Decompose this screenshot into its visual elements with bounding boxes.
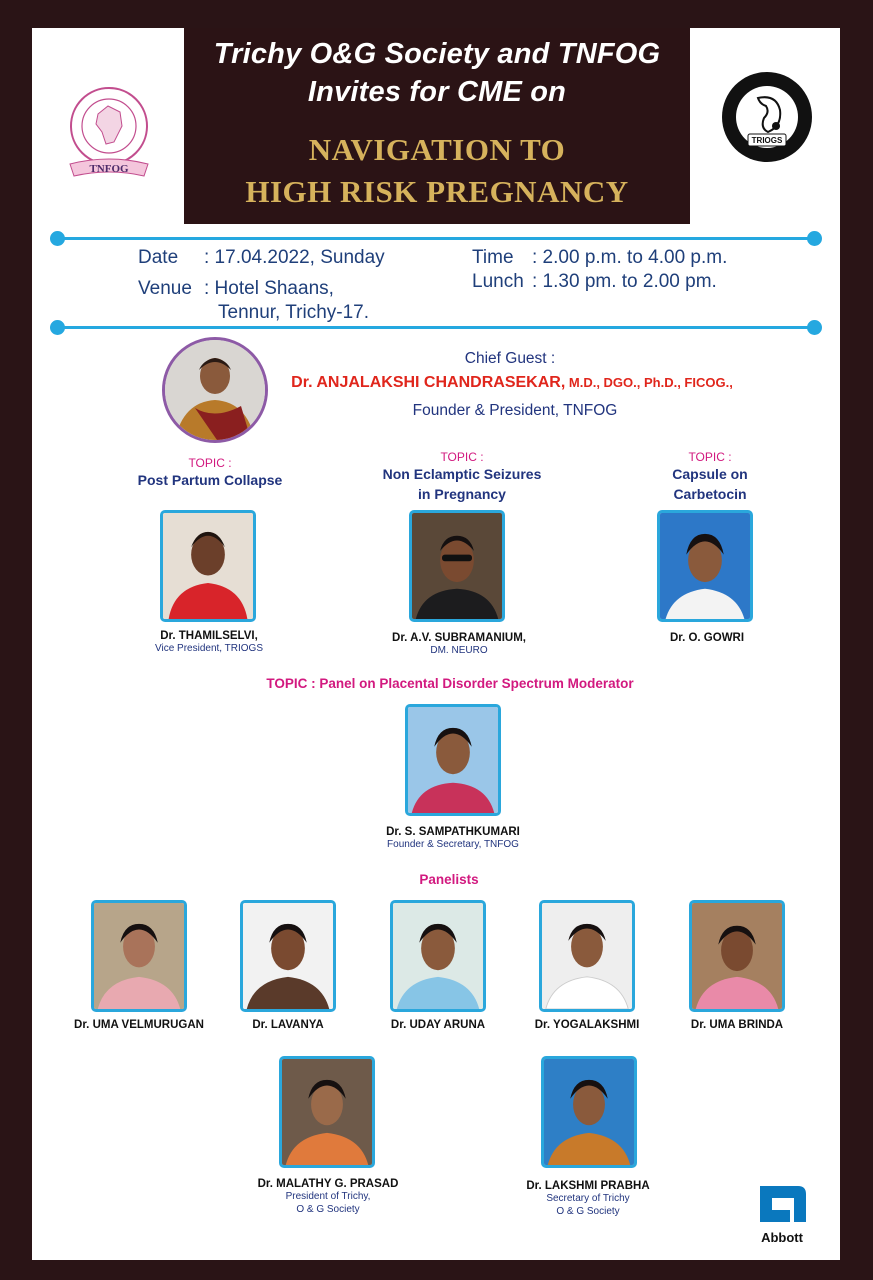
event-title-1: NAVIGATION TO	[308, 132, 566, 167]
speaker-1-caption	[100, 630, 318, 655]
panelist-1-name: Dr. UMA VELMURUGAN	[74, 1019, 204, 1031]
header-line-2: Invites for CME on	[307, 76, 567, 108]
speaker-2-role: DM. NEURO	[430, 645, 488, 656]
speaker-1-topic-label: TOPIC :	[188, 456, 232, 470]
panelist-2-photo	[240, 900, 336, 1012]
moderator-photo	[405, 704, 501, 816]
venue-value-2: Tennur, Trichy-17.	[218, 302, 370, 323]
lunch-label: Lunch	[472, 271, 524, 292]
speaker-1-topic: Post Partum Collapse	[137, 472, 283, 488]
host-1-caption	[230, 1178, 426, 1216]
host-2-role-2: O & G Society	[556, 1206, 620, 1217]
speaker-1-name: Dr. THAMILSELVI,	[160, 630, 258, 642]
chief-guest-degrees: M.D., DGO., Ph.D., FICOG.,	[565, 375, 733, 390]
speaker-3-topic-2: Carbetocin	[673, 486, 747, 502]
panelists-label: Panelists	[419, 872, 479, 887]
panelist-5-name: Dr. UMA BRINDA	[690, 1019, 784, 1031]
speaker-2-topic: Non Eclamptic Seizures	[382, 466, 542, 482]
panelist-3-name: Dr. UDAY ARUNA	[390, 1019, 486, 1031]
tnfog-logo	[66, 84, 152, 184]
panelist-5-photo	[689, 900, 785, 1012]
speaker-3-photo	[657, 510, 753, 622]
panelist-4-name: Dr. YOGALAKSHMI	[534, 1019, 640, 1031]
speaker-1-photo	[160, 510, 256, 622]
moderator-role: Founder & Secretary, TNFOG	[387, 839, 519, 850]
speaker-2-topic-2: in Pregnancy	[418, 486, 506, 502]
header-line-1: Trichy O&G Society and TNFOG	[213, 38, 661, 70]
host-2-photo	[541, 1056, 637, 1168]
speaker-2-name: Dr. A.V. SUBRAMANIUM,	[392, 632, 526, 644]
speaker-1-topic-block	[110, 456, 310, 490]
event-title-2: HIGH RISK PREGNANCY	[245, 174, 629, 209]
speaker-1-role: Vice President, TRIOGS	[154, 643, 263, 654]
host-1-role-2: O & G Society	[296, 1204, 360, 1215]
divider-bottom	[56, 326, 816, 329]
header-banner	[184, 28, 690, 224]
panelist-4-photo	[539, 900, 635, 1012]
abbott-label: Abbott	[761, 1230, 803, 1245]
triogs-logo-text: TRIOGS	[751, 136, 783, 145]
host-2-caption	[490, 1180, 686, 1218]
date-label: Date	[138, 247, 179, 268]
lunch-value: : 1.30 pm. to 2.00 pm.	[532, 271, 717, 292]
panelist-3-photo	[390, 900, 486, 1012]
speaker-3-caption	[598, 632, 816, 644]
moderator-caption	[340, 826, 566, 851]
chief-guest-photo	[162, 337, 268, 443]
host-1-name: Dr. MALATHY G. PRASAD	[257, 1178, 399, 1190]
divider-top	[56, 237, 816, 240]
moderator-name: Dr. S. SAMPATHKUMARI	[386, 826, 520, 838]
panelist-1-photo	[91, 900, 187, 1012]
chief-guest-name-line	[262, 374, 762, 392]
speaker-2-caption	[350, 632, 568, 657]
speaker-2-topic-block	[352, 450, 572, 504]
chief-guest-name: Dr. ANJALAKSHI CHANDRASEKAR,	[291, 374, 566, 391]
speaker-3-topic-block	[620, 450, 800, 504]
host-1-role-1: President of Trichy,	[285, 1191, 371, 1202]
host-2-name: Dr. LAKSHMI PRABHA	[526, 1180, 650, 1192]
host-2-role-1: Secretary of Trichy	[546, 1193, 630, 1204]
date-value: : 17.04.2022, Sunday	[204, 247, 385, 268]
tnfog-logo-text: TNFOG	[89, 163, 129, 175]
chief-guest-role: Founder & President, TNFOG	[412, 402, 618, 419]
speaker-2-photo	[409, 510, 505, 622]
speaker-3-name: Dr. O. GOWRI	[669, 632, 745, 644]
speaker-2-topic-label: TOPIC :	[440, 450, 484, 464]
panel-heading: TOPIC : Panel on Placental Disorder Spectrum Moderator	[266, 676, 634, 691]
chief-guest-label: Chief Guest :	[464, 350, 556, 367]
triogs-logo	[720, 70, 814, 164]
venue-label: Venue	[138, 278, 192, 299]
time-value: : 2.00 p.m. to 4.00 p.m.	[532, 247, 728, 268]
panelist-2-name: Dr. LAVANYA	[252, 1019, 324, 1031]
speaker-3-topic: Capsule on	[672, 466, 748, 482]
host-1-photo	[279, 1056, 375, 1168]
speaker-3-topic-label: TOPIC :	[688, 450, 732, 464]
abbott-logo	[754, 1182, 810, 1246]
venue-value: : Hotel Shaans,	[204, 278, 334, 299]
time-label: Time	[472, 247, 514, 268]
